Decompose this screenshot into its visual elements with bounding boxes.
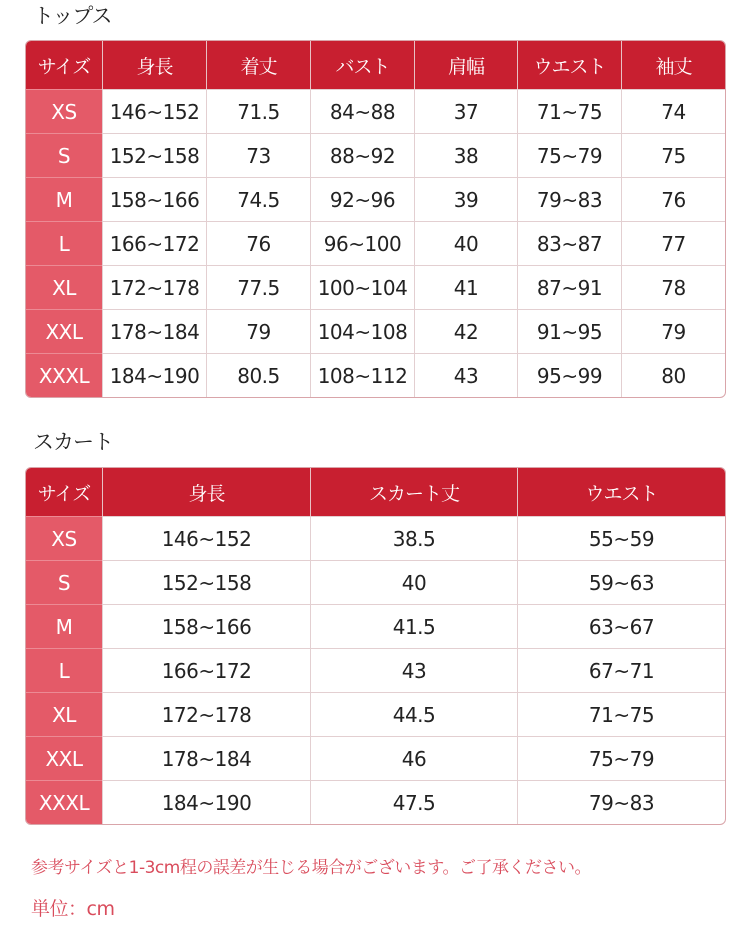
table-cell: 40 [414,221,517,265]
table-header-row [26,41,725,89]
table-cell: 96~100 [310,221,414,265]
table-cell: 39 [414,177,517,221]
table-cell: 184~190 [102,353,206,397]
table-cell: 71.5 [206,89,310,133]
column-header: 身長 [102,41,206,89]
table-cell: 37 [414,89,517,133]
table-cell: 74 [621,89,725,133]
table-cell: 46 [310,736,517,780]
size-label: XXL [26,309,102,353]
size-label: XXXL [26,353,102,397]
column-header: 肩幅 [414,41,517,89]
table-cell: 74.5 [206,177,310,221]
table-cell: 42 [414,309,517,353]
table-cell: 41.5 [310,604,517,648]
table-row [26,265,725,309]
table-row [26,221,725,265]
table-cell: 71~75 [517,692,725,736]
size-label: XS [26,89,102,133]
table-cell: 63~67 [517,604,725,648]
column-header: 着丈 [206,41,310,89]
size-label: XXL [26,736,102,780]
disclaimer-note: 参考サイズと1-3cm程の誤差が生じる場合がございます。ご了承ください。 [31,858,591,878]
table-row [26,133,725,177]
column-header: バスト [310,41,414,89]
table-cell: 108~112 [310,353,414,397]
table-cell: 79~83 [517,177,621,221]
table-cell: 178~184 [102,309,206,353]
table-cell: 44.5 [310,692,517,736]
table-cell: 88~92 [310,133,414,177]
table-row [26,177,725,221]
skirt-title: スカート [33,430,113,454]
table-cell: 178~184 [102,736,310,780]
table-cell: 67~71 [517,648,725,692]
table-cell: 100~104 [310,265,414,309]
table-row [26,309,725,353]
size-label: S [26,560,102,604]
table-row [26,780,725,824]
table-cell: 40 [310,560,517,604]
table-cell: 166~172 [102,221,206,265]
table-cell: 92~96 [310,177,414,221]
table-cell: 152~158 [102,133,206,177]
table-cell: 79 [206,309,310,353]
table-row [26,560,725,604]
column-header: ウエスト [517,41,621,89]
size-label: XL [26,265,102,309]
table-cell: 95~99 [517,353,621,397]
table-cell: 83~87 [517,221,621,265]
table-cell: 77 [621,221,725,265]
size-label: L [26,221,102,265]
table-cell: 75~79 [517,736,725,780]
table-cell: 59~63 [517,560,725,604]
size-label: M [26,177,102,221]
table-cell: 38 [414,133,517,177]
table-cell: 80.5 [206,353,310,397]
table-cell: 91~95 [517,309,621,353]
table-cell: 43 [310,648,517,692]
table-row [26,604,725,648]
table-cell: 75 [621,133,725,177]
table-cell: 76 [206,221,310,265]
column-header: 袖丈 [621,41,725,89]
column-header: スカート丈 [310,468,517,516]
table-cell: 78 [621,265,725,309]
table-row [26,648,725,692]
table-row [26,692,725,736]
table-cell: 158~166 [102,604,310,648]
table-cell: 41 [414,265,517,309]
table-cell: 55~59 [517,516,725,560]
table-cell: 87~91 [517,265,621,309]
table-cell: 47.5 [310,780,517,824]
tops-size-table [25,40,726,398]
table-cell: 172~178 [102,265,206,309]
size-label: XL [26,692,102,736]
table-cell: 146~152 [102,516,310,560]
table-cell: 79~83 [517,780,725,824]
table-cell: 104~108 [310,309,414,353]
table-cell: 76 [621,177,725,221]
column-header: サイズ [26,468,102,516]
table-cell: 158~166 [102,177,206,221]
tops-title: トップス [33,4,112,28]
table-cell: 84~88 [310,89,414,133]
table-cell: 77.5 [206,265,310,309]
table-row [26,516,725,560]
table-cell: 75~79 [517,133,621,177]
table-cell: 43 [414,353,517,397]
size-label: XS [26,516,102,560]
table-row [26,736,725,780]
table-cell: 184~190 [102,780,310,824]
table-cell: 146~152 [102,89,206,133]
table-row [26,353,725,397]
table-cell: 166~172 [102,648,310,692]
column-header: サイズ [26,41,102,89]
table-cell: 79 [621,309,725,353]
size-label: S [26,133,102,177]
skirt-size-table [25,467,726,825]
table-row [26,89,725,133]
table-cell: 38.5 [310,516,517,560]
unit-note: 単位：cm [31,898,115,920]
table-cell: 80 [621,353,725,397]
size-label: M [26,604,102,648]
table-cell: 71~75 [517,89,621,133]
size-label: L [26,648,102,692]
column-header: ウエスト [517,468,725,516]
size-label: XXXL [26,780,102,824]
table-cell: 152~158 [102,560,310,604]
column-header: 身長 [102,468,310,516]
table-cell: 73 [206,133,310,177]
table-cell: 172~178 [102,692,310,736]
table-header-row [26,468,725,516]
